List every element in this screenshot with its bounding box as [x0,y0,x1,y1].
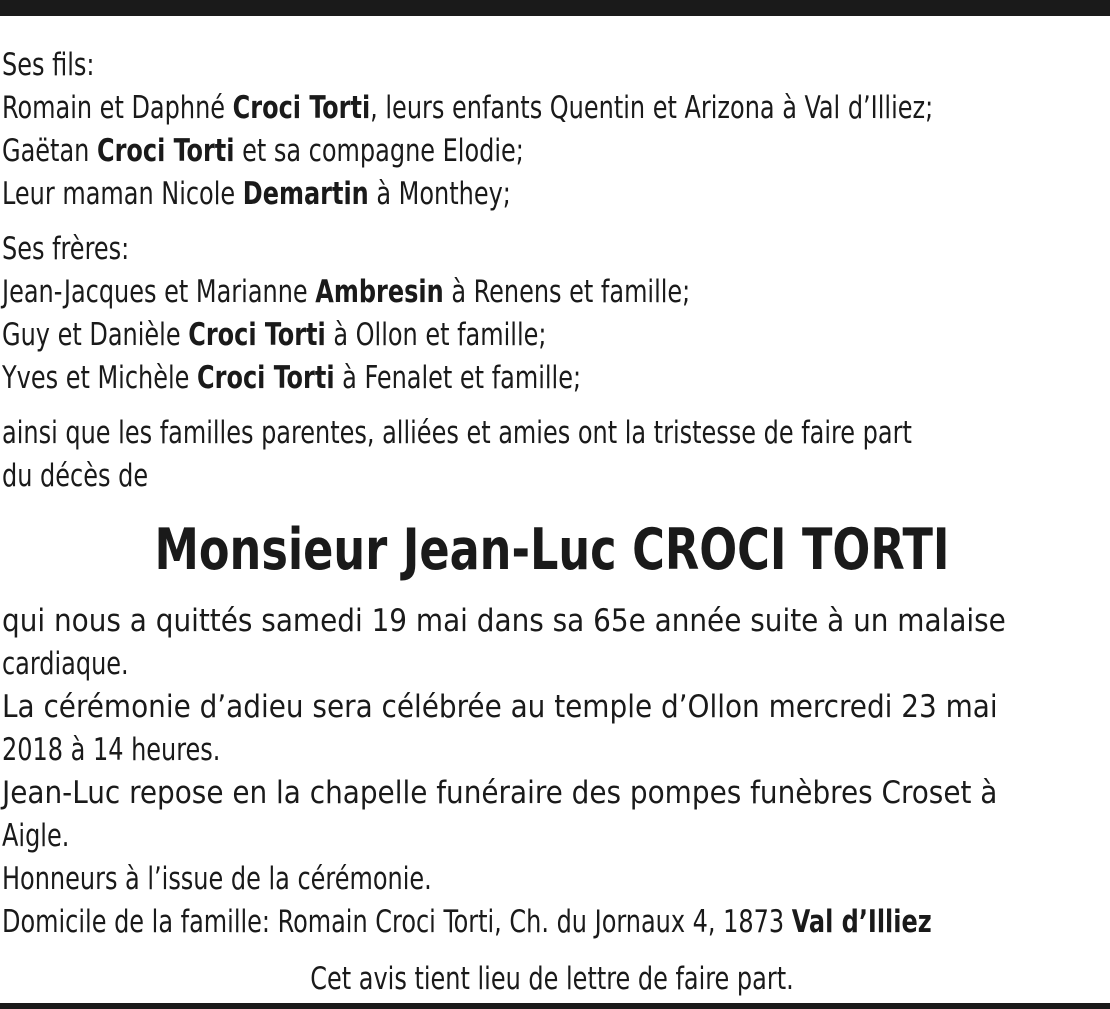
sons-block [2,44,1102,216]
brothers-heading: Ses frères: [2,231,130,267]
text: Jean-Jacques et Marianne [2,274,316,310]
obituary-notice [2,44,1102,1001]
surname: Ambresin [315,274,444,310]
text: Gaëtan [2,133,97,169]
details-line: Aigle. [2,818,70,854]
brothers-line-2 [2,314,948,357]
text: à Fenalet et famille; [334,360,582,396]
intro-line-1: ainsi que les familles parentes, alliées et amies ont la tristesse de faire part [2,415,912,451]
surname: Croci Torti [197,360,335,396]
deceased-name: Monsieur Jean-Luc CROCI TORTI [154,517,950,583]
details-line: Honneurs à l’issue de la cérémonie. [2,861,432,897]
text: à Renens et famille; [443,274,691,310]
details-line: 2018 à 14 heures. [2,732,221,768]
surname: Demartin [242,176,369,212]
text: et sa compagne Elodie; [234,133,524,169]
text: Yves et Michèle [2,360,198,396]
family-address [2,901,948,944]
brothers-line-3 [2,357,948,400]
text: Domicile de la famille: Romain Croci Torti, Ch. du Jornaux 4, 1873 [2,904,792,940]
intro-line-2: du décès de [2,458,149,494]
text: , leurs enfants Quentin et Arizona à Val d’Illiez; [370,90,934,126]
details-line: qui nous a quittés samedi 19 mai dans sa 65e année suite à un malaise [2,603,1006,639]
brothers-block [2,228,1102,400]
brothers-line-1 [2,271,948,314]
closing-note: Cet avis tient lieu de lettre de faire part. [310,961,794,997]
details-line: cardiaque. [2,646,129,682]
text: Romain et Daphné [2,90,233,126]
details-section [2,600,1102,944]
details-line: Jean-Luc repose en la chapelle funéraire des pompes funèbres Croset à [2,775,998,811]
intro-paragraph [2,412,1102,498]
surname: Croci Torti [96,133,235,169]
sons-line-3 [2,173,948,216]
sons-line-2 [2,130,948,173]
sons-heading: Ses fils: [2,47,95,83]
locality: Val d’Illiez [791,904,932,940]
sons-line-1 [2,87,948,130]
surname: Croci Torti [232,90,371,126]
text: Guy et Danièle [2,317,189,353]
text: à Ollon et famille; [325,317,547,353]
bottom-rule [0,1003,1110,1009]
top-rule [0,0,1110,16]
text: Leur maman Nicole [2,176,243,212]
text: à Monthey; [368,176,511,212]
surname: Croci Torti [188,317,326,353]
details-line: La cérémonie d’adieu sera célébrée au temple d’Ollon mercredi 23 mai [2,689,998,725]
